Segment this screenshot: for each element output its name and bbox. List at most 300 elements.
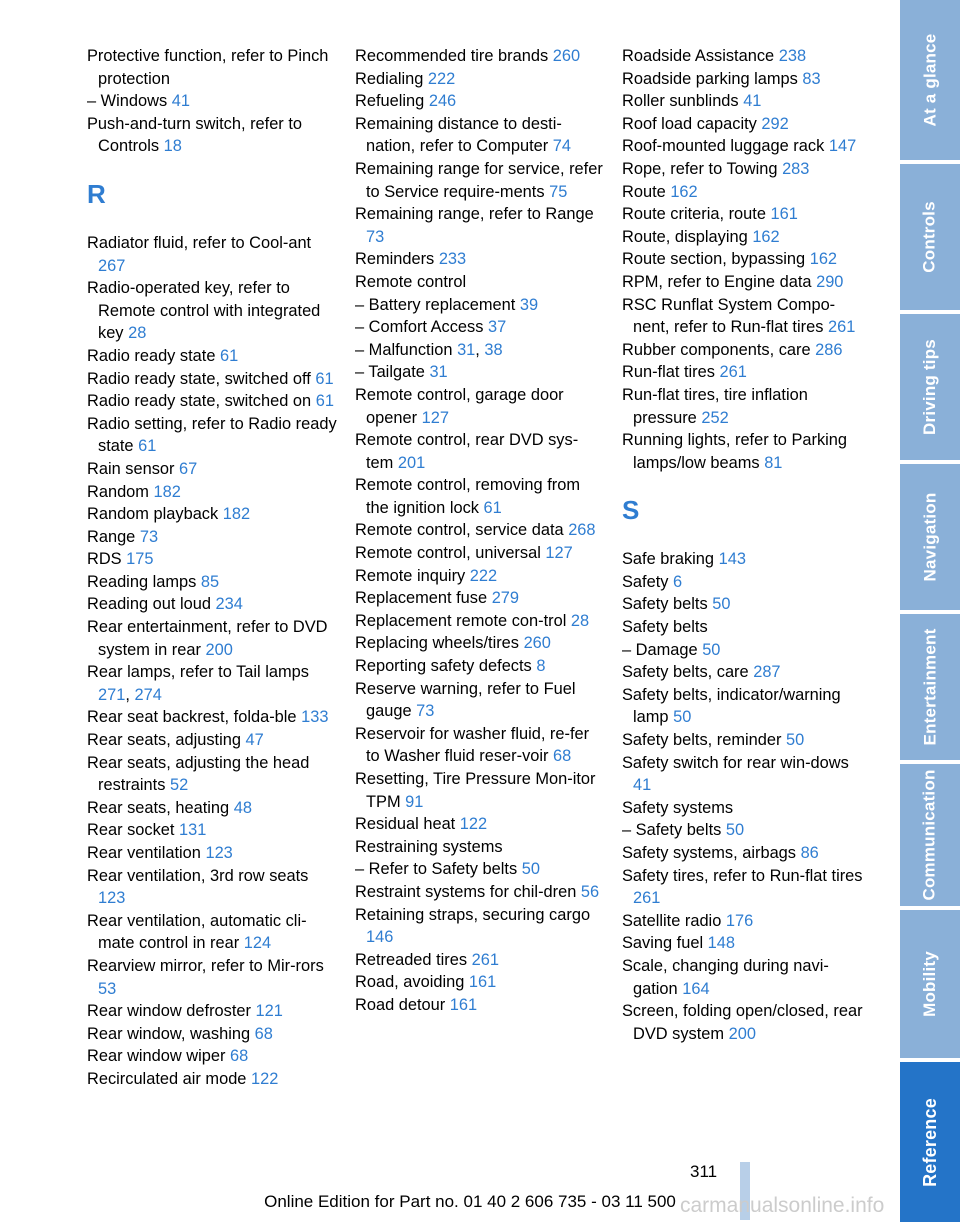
- entry-text: Remote control, removing from the ignition lock: [355, 476, 580, 517]
- page-link[interactable]: 6: [673, 572, 683, 591]
- entry-text: Road detour: [355, 995, 446, 1014]
- index-entry: [622, 226, 868, 249]
- index-entry: [355, 316, 605, 339]
- page-link[interactable]: 261: [471, 950, 499, 969]
- index-entry: [87, 526, 337, 549]
- entry-text: Remote control: [355, 272, 467, 291]
- index-entry: [622, 429, 868, 474]
- entry-text: Roller sunblinds: [622, 92, 739, 111]
- index-entry: [622, 932, 868, 955]
- index-entry: [355, 158, 605, 203]
- index-entry: [622, 571, 868, 594]
- entry-text: Roof-mounted luggage rack: [622, 137, 825, 156]
- entry-text: Satellite radio: [622, 911, 722, 930]
- page-link[interactable]: 182: [153, 482, 181, 501]
- tab-mobility[interactable]: [900, 910, 960, 1058]
- index-entry: [355, 587, 605, 610]
- entry-text: Reading lamps: [87, 572, 197, 591]
- index-entry: [622, 135, 868, 158]
- index-entry: [87, 955, 337, 1000]
- tab-communication[interactable]: [900, 764, 960, 906]
- index-entry: [355, 294, 605, 317]
- index-entry: [355, 994, 605, 1017]
- entry-text: Restraining systems: [355, 837, 503, 856]
- page-link[interactable]: 271: [98, 685, 126, 704]
- tab-label: Communication: [920, 769, 940, 901]
- entry-text: – Tailgate: [355, 363, 425, 382]
- page-link[interactable]: 161: [449, 995, 478, 1014]
- page-link[interactable]: 283: [782, 159, 810, 178]
- footer-text: Online Edition for Part no. 01 40 2 606 735 - 03 11 500: [264, 1192, 676, 1211]
- entry-text: Running lights, refer to Parking lamps/low beams: [622, 431, 848, 472]
- entry-text: Safety: [622, 572, 669, 591]
- tab-driving-tips[interactable]: [900, 314, 960, 460]
- page-link[interactable]: 238: [778, 47, 807, 65]
- page-link[interactable]: 286: [815, 340, 843, 359]
- index-entry: [355, 203, 605, 248]
- page-link[interactable]: 267: [98, 256, 126, 275]
- entry-text: – Safety belts: [622, 821, 722, 840]
- index-entry: [355, 68, 605, 91]
- page-link[interactable]: 146: [366, 928, 394, 947]
- entry-text: Radio-operated key, refer to Remote control with integrated key: [87, 279, 321, 343]
- index-entry: [355, 361, 605, 384]
- index-entry: [87, 1023, 337, 1046]
- page-link[interactable]: 246: [428, 92, 457, 111]
- page-link[interactable]: 50: [712, 595, 731, 614]
- index-entry: [622, 1000, 868, 1045]
- page-link[interactable]: 127: [545, 544, 573, 563]
- entry-text: Route criteria, route: [622, 205, 766, 224]
- index-entry: [355, 655, 605, 678]
- entry-text: Rear window, washing: [87, 1024, 251, 1043]
- page-link[interactable]: 75: [549, 182, 568, 201]
- entry-text: Radio ready state: [87, 346, 216, 365]
- index-entry: [355, 904, 605, 949]
- page-link[interactable]: 162: [670, 182, 698, 201]
- page-link[interactable]: 182: [222, 505, 251, 524]
- entry-text: Rear lamps, refer to Tail lamps: [87, 663, 309, 682]
- entry-text: Rear window wiper: [87, 1047, 226, 1066]
- index-entry: [87, 1068, 337, 1091]
- page-link[interactable]: 53: [98, 979, 117, 998]
- page-link[interactable]: 73: [139, 527, 159, 546]
- page-link[interactable]: 39: [519, 295, 539, 314]
- index-entry: [355, 971, 605, 994]
- index-entry: [87, 503, 337, 526]
- index-entry: [87, 458, 337, 481]
- page-link[interactable]: 274: [134, 685, 162, 704]
- entry-text: Screen, folding open/closed, rear DVD system: [622, 1002, 863, 1043]
- index-entry: [622, 181, 868, 204]
- page-link[interactable]: 61: [315, 369, 334, 388]
- entry-text: Resetting, Tire Pressure Mon-itor TPM: [355, 770, 596, 811]
- entry-text: Radio ready state, switched off: [87, 369, 311, 388]
- page-link[interactable]: 68: [230, 1047, 249, 1066]
- page-link[interactable]: 176: [725, 911, 754, 930]
- index-entry: [622, 45, 868, 68]
- page-link[interactable]: 233: [438, 250, 467, 269]
- index-entry: [355, 429, 605, 474]
- page-link[interactable]: 50: [673, 708, 692, 727]
- entry-text: Push-and-turn switch, refer to Controls: [87, 114, 302, 156]
- page-link[interactable]: 222: [427, 69, 456, 88]
- page-link[interactable]: 41: [743, 92, 762, 111]
- index-entry: [87, 910, 337, 955]
- page-link[interactable]: 50: [702, 640, 721, 659]
- tab-label: At a glance: [920, 33, 939, 127]
- entry-text: Reporting safety defects: [355, 657, 532, 676]
- page-link[interactable]: 292: [761, 114, 789, 133]
- index-entry: [87, 797, 337, 820]
- index-entry: [622, 294, 868, 339]
- entry-text: Road, avoiding: [355, 973, 465, 992]
- page-link[interactable]: 47: [245, 731, 264, 750]
- index-entry: [87, 865, 337, 910]
- page-link[interactable]: 162: [809, 250, 838, 269]
- entry-text: Radio setting, refer to Radio ready state: [87, 414, 337, 456]
- entry-text: Replacing wheels/tires: [355, 634, 519, 653]
- entry-text: Reading out loud: [87, 595, 211, 614]
- index-entry: [87, 548, 337, 571]
- page-link[interactable]: 83: [802, 69, 821, 88]
- page-link[interactable]: 38: [484, 340, 503, 359]
- entry-text: Rearview mirror, refer to Mir-rors: [87, 956, 324, 975]
- entry-text: Remote inquiry: [355, 566, 466, 585]
- index-entry: [87, 45, 337, 90]
- index-entry: [87, 481, 337, 504]
- entry-text: Residual heat: [355, 815, 456, 834]
- index-entry: [355, 836, 605, 859]
- tab-controls[interactable]: [900, 164, 960, 310]
- index-entry: [622, 684, 868, 729]
- page-link[interactable]: 260: [552, 47, 581, 65]
- page-link[interactable]: 127: [421, 408, 449, 427]
- entry-text: Radio ready state, switched on: [87, 392, 312, 411]
- section-letter: R: [87, 178, 106, 209]
- entry-text: Recommended tire brands: [355, 47, 549, 65]
- page-link[interactable]: 68: [553, 747, 572, 766]
- index-entry: [87, 90, 337, 113]
- entry-text: Safety systems, airbags: [622, 844, 796, 862]
- tab-at-a-glance[interactable]: [900, 0, 960, 160]
- page-link[interactable]: 147: [828, 137, 857, 156]
- entry-text: Retaining straps, securing cargo: [355, 905, 591, 924]
- page-link[interactable]: 201: [397, 453, 426, 472]
- index-entry: – Malfunction 31, 38: [355, 340, 503, 359]
- page-link[interactable]: 50: [725, 821, 745, 840]
- entry-text: Remote control, rear DVD sys-tem: [355, 431, 579, 472]
- index-entry: [622, 865, 868, 910]
- entry-text: Remaining distance to desti-nation, refer to Computer: [355, 114, 562, 156]
- page-link[interactable]: 287: [753, 663, 781, 682]
- page-link[interactable]: 200: [205, 640, 233, 659]
- page-link[interactable]: 61: [315, 392, 334, 411]
- index-entry: [355, 248, 605, 271]
- page-link[interactable]: 86: [800, 844, 819, 862]
- index-entry: [355, 858, 605, 881]
- index-entry: [355, 723, 605, 768]
- page-number: 311: [690, 1162, 718, 1181]
- entry-text: – Refer to Safety belts: [355, 860, 518, 879]
- tab-label: Navigation: [920, 492, 939, 582]
- index-entry: [355, 678, 605, 723]
- entry-text: Safe braking: [622, 550, 715, 569]
- entry-text: Roadside Assistance: [622, 47, 775, 65]
- entry-text: Rear ventilation, automatic cli-mate control in rear: [87, 911, 307, 953]
- page-link[interactable]: 268: [568, 521, 596, 540]
- entry-text: Rear ventilation, 3rd row seats: [87, 866, 309, 885]
- entry-text: Rear window defroster: [87, 1002, 251, 1021]
- page-link[interactable]: 260: [523, 634, 551, 653]
- page-link[interactable]: 122: [251, 1069, 279, 1088]
- entry-text: Restraint systems for chil-dren: [355, 882, 577, 901]
- index-entry: [87, 593, 337, 616]
- page-link[interactable]: 143: [718, 550, 746, 569]
- page-link[interactable]: 61: [138, 437, 157, 456]
- index-entry: [87, 819, 337, 842]
- tab-label: Driving tips: [920, 339, 940, 435]
- page-link[interactable]: 61: [483, 498, 502, 517]
- page-link[interactable]: 74: [552, 137, 572, 156]
- entry-text: Safety tires, refer to Run-flat tires: [622, 866, 863, 885]
- entry-text: Recirculated air mode: [87, 1069, 247, 1088]
- entry-text: Route section, bypassing: [622, 250, 806, 269]
- entry-text: Run-flat tires: [622, 363, 715, 382]
- page-link[interactable]: 252: [701, 408, 729, 427]
- tab-label: Entertainment: [920, 628, 939, 746]
- index-entry: [622, 384, 868, 429]
- page-link[interactable]: 123: [98, 889, 126, 908]
- entry-text: Saving fuel: [622, 934, 704, 953]
- entry-text: Remote control, garage door opener: [355, 385, 564, 427]
- page-link[interactable]: 123: [205, 844, 233, 862]
- index-column-3: [622, 45, 868, 1045]
- index-entry: [355, 384, 605, 429]
- index-entry: [622, 955, 868, 1000]
- entry-text: Roof load capacity: [622, 114, 757, 133]
- page-link[interactable]: 261: [633, 889, 661, 908]
- page-link[interactable]: 200: [728, 1024, 756, 1043]
- index-entry: [87, 706, 337, 729]
- page-link[interactable]: 162: [752, 227, 780, 246]
- entry-text: Radiator fluid, refer to Cool-ant: [87, 233, 312, 252]
- page-link[interactable]: 122: [459, 815, 488, 834]
- page-link[interactable]: 131: [179, 821, 207, 840]
- entry-text: Rope, refer to Towing: [622, 159, 778, 178]
- entry-text: Reminders: [355, 250, 435, 269]
- index-entry: [355, 813, 605, 836]
- page-link[interactable]: 91: [405, 792, 424, 811]
- entry-text: RPM, refer to Engine data: [622, 272, 812, 291]
- index-entry: [622, 797, 868, 820]
- index-entry: [622, 361, 868, 384]
- index-column-1: [87, 45, 337, 1091]
- index-entry: [622, 248, 868, 271]
- page-link[interactable]: 68: [254, 1024, 273, 1043]
- index-entry: [87, 390, 337, 413]
- page-link[interactable]: 67: [179, 459, 198, 478]
- entry-text: – Battery replacement: [355, 295, 516, 314]
- index-entry: [355, 519, 605, 542]
- entry-text: Reserve warning, refer to Fuel gauge: [355, 679, 576, 721]
- page-link[interactable]: 222: [469, 566, 498, 585]
- index-entry: [355, 768, 605, 813]
- index-entry: [355, 881, 605, 904]
- page-link[interactable]: 81: [764, 453, 783, 472]
- index-entry: [355, 632, 605, 655]
- entry-text: – Windows: [87, 92, 168, 111]
- page-link[interactable]: 148: [707, 934, 736, 953]
- page-link[interactable]: 8: [536, 657, 546, 676]
- page-link[interactable]: 31: [457, 340, 476, 359]
- entry-text: Safety belts, indicator/warning lamp: [622, 685, 841, 727]
- page-link[interactable]: 28: [570, 611, 590, 630]
- page-link[interactable]: 161: [468, 973, 497, 992]
- page-link[interactable]: 52: [169, 776, 189, 795]
- index-entry: [355, 90, 605, 113]
- entry-text: Safety belts: [622, 618, 708, 637]
- page-link[interactable]: 31: [429, 363, 448, 382]
- index-entry: [622, 752, 868, 797]
- entry-text: Route, displaying: [622, 227, 748, 246]
- page-link[interactable]: 50: [521, 860, 540, 879]
- tab-label: Mobility: [920, 951, 940, 1017]
- page-link[interactable]: 61: [220, 346, 239, 365]
- entry-text: Random: [87, 482, 149, 501]
- page-link[interactable]: 18: [163, 137, 182, 156]
- tab-label: Controls: [920, 201, 940, 273]
- page-link[interactable]: 261: [827, 318, 856, 337]
- index-entry: [355, 565, 605, 588]
- index-entry: [355, 542, 605, 565]
- index-entry: [87, 345, 337, 368]
- entry-text: Safety belts, care: [622, 663, 749, 682]
- index-entry: [355, 271, 605, 294]
- index-entry: [622, 548, 868, 571]
- index-entry: [622, 819, 868, 842]
- entry-text: Rear seat backrest, folda-ble: [87, 708, 297, 727]
- page-link[interactable]: 41: [171, 92, 190, 111]
- entry-text: Retreaded tires: [355, 950, 468, 969]
- entry-text: Safety systems: [622, 798, 734, 817]
- entry-text: Protective function, refer to Pinch protection: [87, 47, 329, 88]
- page-link[interactable]: 290: [816, 272, 844, 291]
- index-entry: [622, 842, 868, 865]
- index-column-2: [355, 45, 605, 1017]
- index-entry: [355, 949, 605, 972]
- page-link[interactable]: 161: [770, 205, 798, 224]
- page-link[interactable]: 48: [233, 798, 252, 817]
- index-entry: [87, 571, 337, 594]
- tab-label: Reference: [919, 1097, 940, 1187]
- index-entry: [622, 729, 868, 752]
- entry-text: Replacement remote con-trol: [355, 611, 567, 630]
- entry-text: Rear socket: [87, 821, 175, 840]
- tab-entertainment[interactable]: [900, 614, 960, 760]
- entry-text: Redialing: [355, 69, 424, 88]
- entry-text: RSC Runflat System Compo-nent, refer to Run-flat tires: [622, 295, 836, 337]
- index-entry: [87, 729, 337, 752]
- section-letter: S: [622, 495, 640, 526]
- entry-text: Rubber components, care: [622, 340, 811, 359]
- index-entry: [87, 277, 337, 345]
- index-entry: [87, 113, 337, 158]
- page-link[interactable]: 73: [416, 702, 435, 721]
- entry-text: Safety switch for rear win-dows: [622, 753, 849, 772]
- entry-text: Remote control, universal: [355, 544, 541, 563]
- entry-text: Remaining range for service, refer to Service require-ments: [355, 159, 603, 201]
- entry-text: Random playback: [87, 505, 219, 524]
- entry-text: Roadside parking lamps: [622, 69, 798, 88]
- entry-text: – Damage: [622, 640, 698, 659]
- index-entry: [87, 232, 337, 277]
- index-entry: [87, 842, 337, 865]
- page-link[interactable]: 164: [682, 979, 710, 998]
- page-link[interactable]: 73: [366, 227, 385, 246]
- entry-text: Rear entertainment, refer to DVD system in rear: [87, 618, 328, 659]
- index-entry: [622, 90, 868, 113]
- entry-text: Remaining range, refer to Range: [355, 205, 594, 224]
- index-entry: [622, 271, 868, 294]
- entry-text: Rear seats, heating: [87, 798, 230, 817]
- index-entry: [87, 1045, 337, 1068]
- index-entry: Rear lamps, refer to Tail lamps 271, 274: [87, 663, 309, 704]
- index-entry: [355, 610, 605, 633]
- index-entry: [622, 661, 868, 684]
- page-link[interactable]: 50: [786, 731, 805, 750]
- page-link[interactable]: 133: [301, 708, 329, 727]
- entry-text: Range: [87, 527, 136, 546]
- index-entry: [87, 368, 337, 391]
- entry-text: Rear ventilation: [87, 844, 201, 862]
- watermark: carmanualsonline.info: [680, 1194, 885, 1217]
- index-entry: [622, 910, 868, 933]
- index-entry: [355, 113, 605, 158]
- entry-text: Rain sensor: [87, 459, 175, 478]
- page-link[interactable]: 279: [491, 589, 520, 608]
- page-link[interactable]: 261: [719, 363, 747, 382]
- index-entry: [622, 68, 868, 91]
- page-link[interactable]: 124: [243, 934, 272, 953]
- page-link[interactable]: 175: [126, 550, 154, 569]
- index-entry: [87, 752, 337, 797]
- index-entry: [622, 339, 868, 362]
- tab-navigation[interactable]: [900, 464, 960, 610]
- page-link[interactable]: 41: [633, 776, 652, 795]
- entry-text: Safety belts, reminder: [622, 731, 782, 750]
- index-entry: [87, 1000, 337, 1023]
- entry-text: – Comfort Access: [355, 318, 484, 337]
- index-entry: [622, 593, 868, 616]
- page-link[interactable]: 37: [488, 318, 507, 337]
- index-entry: [622, 203, 868, 226]
- page-link[interactable]: 56: [580, 882, 600, 901]
- page-link[interactable]: 85: [200, 572, 220, 591]
- page-link[interactable]: 28: [128, 324, 147, 343]
- entry-text: Route: [622, 182, 666, 201]
- index-entry: [622, 113, 868, 136]
- index-entry: [355, 45, 605, 68]
- index-entry: [622, 616, 868, 639]
- entry-text: Safety belts: [622, 595, 708, 614]
- page-link[interactable]: 234: [215, 595, 243, 614]
- entry-text: RDS: [87, 550, 122, 569]
- entry-text: Scale, changing during navi-gation: [622, 956, 829, 998]
- entry-text: Run-flat tires, tire inflation pressure: [622, 385, 808, 427]
- page-link[interactable]: 121: [255, 1002, 283, 1021]
- entry-text: Rear seats, adjusting: [87, 731, 241, 750]
